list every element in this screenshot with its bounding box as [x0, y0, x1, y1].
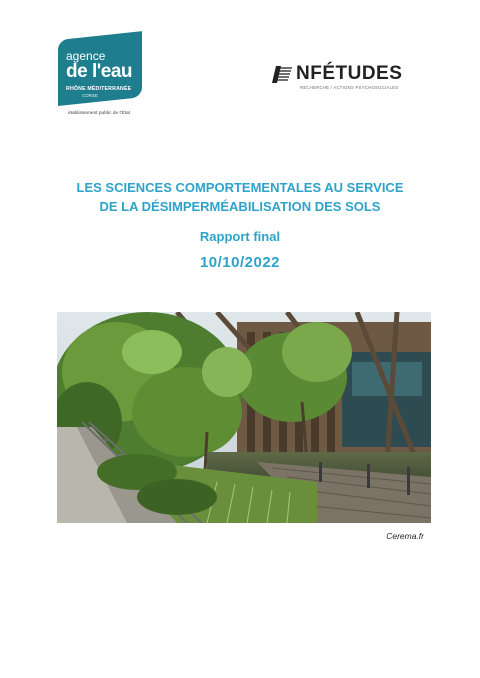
- cover-photo: [57, 312, 431, 523]
- agence-logo-line4: CORSE: [82, 93, 99, 98]
- report-title-line1: LES SCIENCES COMPORTEMENTALES AU SERVICE: [76, 180, 404, 195]
- agence-logo-line1: agence: [66, 49, 106, 63]
- striped-i-mark-icon: [272, 66, 294, 83]
- agence-de-leau-logo: [58, 40, 144, 118]
- agence-logo-subtext: établissement public de l'État: [68, 111, 130, 116]
- garden-building-illustration: [57, 312, 431, 523]
- report-date: 10/10/2022: [199, 254, 281, 271]
- infetudes-tagline: RECHERCHE / ACTIONS PSYCHOSOCIALES: [300, 85, 399, 90]
- agence-logo-line2: de l'eau: [66, 61, 132, 82]
- infetudes-wordmark: NFÉTUDES: [296, 63, 403, 84]
- agence-logo-line3: RHÔNE MÉDITERRANÉE: [66, 86, 132, 92]
- photo-credit: Cerema.fr: [386, 531, 424, 541]
- report-title-line2: DE LA DÉSIMPERMÉABILISATION DES SOLS: [99, 199, 381, 214]
- report-subtitle: Rapport final: [199, 229, 281, 244]
- infetudes-logo: [272, 64, 418, 94]
